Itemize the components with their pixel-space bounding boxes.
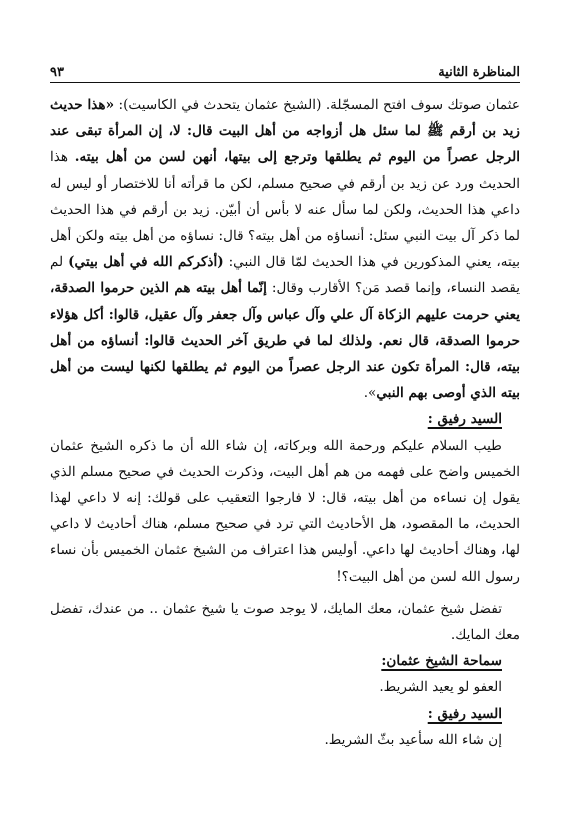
page-number: ٩٣ [50,65,64,80]
text-run: ». [363,385,377,402]
page-header [50,58,520,83]
quote-bold: «هذا حديث زيد بن أرقم ﷺ لما سئل هل أزواجه من أهل البيت قال: لا، إن المرأة تبقى عند الرجل عصراً من اليوم ثم يطلقها وترجع إلى بيتها، أنهن لسن من أهل بيته. [50,97,520,166]
paragraph-transcript [50,92,520,406]
speaker-heading [50,406,520,432]
hadith-quote: (أذكركم الله في أهل بيتي) [68,254,224,271]
text-run: عثمان صوتك سوف افتح المسجّلة. (الشيخ عثمان يتحدث في الكاسيت): [114,97,520,113]
speaker-name: سماحة الشيخ عثمان: [381,653,502,670]
paragraph-rafiq-2: إن شاء الله سأعيد بثّ الشريط. [324,731,502,748]
running-title: المناظرة الثانية [438,65,520,80]
quote-bold: إنّما أهل بيته هم الذين حرموا الصدقة، يعني حرمت عليهم الزكاة آل علي وآل عباس وآل جعفر وآل عقيل، قالوا: أكل هؤلاء حرموا الصدقة، قال نعم. ولذلك لما في طريق آخر الحديث قالوا: أنساؤه من أهل بيته، قال: المرأة تكون عند الرجل عصراً من اليوم ثم يطلقها لكنها ليست من أهل بيته الذي أوصى بهم النبي [50,280,520,402]
speaker-heading [50,701,520,727]
text-run: هذا الحديث ورد عن زيد بن أرقم في صحيح مسلم، لكن ما قرأته أنا للاختصار أو ليس له داعي هذا الحديث، ولكن لما سأل عنه لا بأس أن أبيّن. زيد بن أرقم في هذا الحديث لما ذكر آل بيت النبي سئل: أنساؤه من أهل بيته؟ قال: نساؤه من أهل بيته ولكن أهل بيته، يعني المذكورين في هذا الحديث لمّا قال النبي: [50,149,520,271]
page-body [50,92,520,753]
speaker-heading [50,648,520,674]
speaker-name: السيد رفيق : [427,411,502,428]
speaker-name: السيد رفيق : [427,705,502,722]
text-run: لم يقصد النساء، وإنما قصد مَن؟ الأقارب وقال: [50,254,521,297]
paragraph-rafiq: طيب السلام عليكم ورحمة الله وبركاته، إن شاء الله أن ما ذكره الشيخ عثمان الخميس واضح على فهمه من هم أهل البيت، وذكرت الحديث في صحيح مسلم الذي يقول إن نساءه من أهل بيته، قال: لا فارجوا التعقيب على قولك: إنه لا داعي لهذا الحديث، ما المقصود، هل الأحاديث التي ترد في صحيح مسلم، هناك أحاديث لا داعي لها، وهناك أحاديث لها داعي. أوليس هذا اعتراف من الشيخ عثمان الخميس بأن نساء رسول الله لسن من أهل البيت؟! [50,437,520,585]
paragraph-mic: تفضل شيخ عثمان، معك المايك، لا يوجد صوت يا شيخ عثمان .. من عندك، تفضل معك المايك. [50,600,520,644]
paragraph-othman: العفو لو يعيد الشريط. [379,679,502,696]
